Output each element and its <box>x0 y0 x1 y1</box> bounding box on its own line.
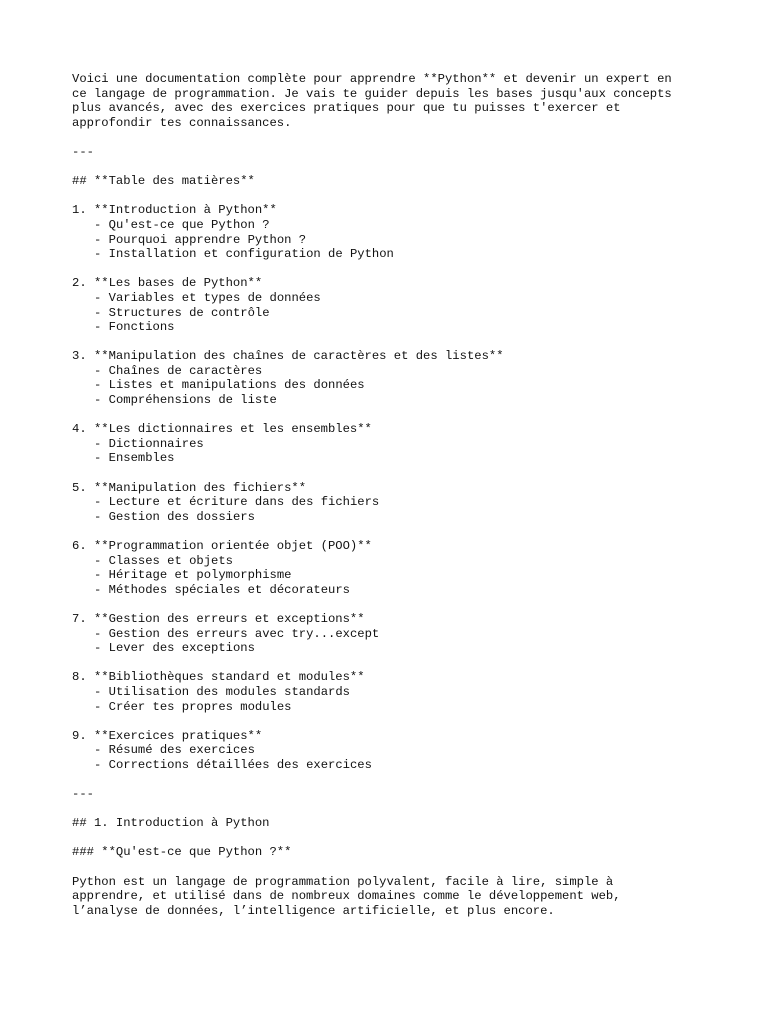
toc-item-title: 8. **Bibliothèques standard et modules** <box>72 670 365 685</box>
separator: --- <box>72 144 94 159</box>
subsection-heading: ### **Qu'est-ce que Python ?** <box>72 845 292 860</box>
separator: --- <box>72 787 94 802</box>
toc-subitem: - Gestion des dossiers <box>94 509 255 524</box>
toc-subitem: - Corrections détaillées des exercices <box>94 757 372 772</box>
toc-item-title: 3. **Manipulation des chaînes de caractères et des listes** <box>72 349 504 364</box>
body-line: Python est un langage de programmation polyvalent, facile à lire, simple à <box>72 874 614 889</box>
toc-item <box>72 729 702 773</box>
intro-line: approfondir tes connaissances. <box>72 115 292 130</box>
toc-item-title: 5. **Manipulation des fichiers** <box>72 480 307 495</box>
toc-subitem: - Structures de contrôle <box>94 305 270 320</box>
toc-subitem: - Ensembles <box>94 451 175 466</box>
toc-subitem: - Listes et manipulations des données <box>94 378 365 393</box>
toc-subitem: - Chaînes de caractères <box>94 363 263 378</box>
toc-subitem: - Variables et types de données <box>94 290 321 305</box>
toc-subitem: - Compréhensions de liste <box>94 393 277 408</box>
toc-subitem: - Utilisation des modules standards <box>94 684 350 699</box>
toc-item-title: 6. **Programmation orientée objet (POO)** <box>72 539 372 553</box>
toc-subitem: - Fonctions <box>94 320 175 335</box>
toc-item <box>72 276 702 334</box>
toc-item <box>72 612 702 656</box>
body-paragraph <box>72 875 702 919</box>
toc-subitem: - Dictionnaires <box>94 436 204 451</box>
section-heading: ## 1. Introduction à Python <box>72 816 270 831</box>
toc-item-title: 4. **Les dictionnaires et les ensembles** <box>72 422 372 437</box>
toc-subitem: - Héritage et polymorphisme <box>94 568 292 583</box>
intro-paragraph <box>72 72 702 130</box>
toc-subitem: - Classes et objets <box>94 553 233 568</box>
toc-subitem: - Méthodes spéciales et décorateurs <box>94 582 350 597</box>
intro-line: Voici une documentation complète pour apprendre **Python** et devenir un expert en <box>72 72 672 86</box>
toc-heading: ## **Table des matières** <box>72 174 255 189</box>
toc-subitem: - Créer tes propres modules <box>94 699 292 714</box>
toc-item <box>72 481 702 525</box>
toc-subitem: - Gestion des erreurs avec try...except <box>94 626 380 641</box>
body-line: l’analyse de données, l’intelligence artificielle, et plus encore. <box>72 903 555 918</box>
toc-subitem: - Résumé des exercices <box>94 743 255 758</box>
intro-line: plus avancés, avec des exercices pratiques pour que tu puisses t'exercer et <box>72 101 621 116</box>
toc-subitem: - Qu'est-ce que Python ? <box>94 217 270 232</box>
toc-subitem: - Lecture et écriture dans des fichiers <box>94 495 380 510</box>
table-of-contents <box>72 203 702 772</box>
toc-item-title: 1. **Introduction à Python** <box>72 203 277 218</box>
intro-line: ce langage de programmation. Je vais te guider depuis les bases jusqu'aux concepts <box>72 86 672 101</box>
toc-item-title: 2. **Les bases de Python** <box>72 276 263 291</box>
body-line: apprendre, et utilisé dans de nombreux domaines comme le développement web, <box>72 889 621 904</box>
toc-item-title: 7. **Gestion des erreurs et exceptions** <box>72 611 365 626</box>
toc-item <box>72 539 702 597</box>
toc-subitem: - Pourquoi apprendre Python ? <box>94 232 307 247</box>
document-page <box>72 72 702 918</box>
toc-item <box>72 203 702 261</box>
toc-item <box>72 349 702 407</box>
toc-item-title: 9. **Exercices pratiques** <box>72 728 263 743</box>
toc-subitem: - Installation et configuration de Python <box>94 247 394 262</box>
toc-item <box>72 670 702 714</box>
toc-subitem: - Lever des exceptions <box>94 641 255 656</box>
toc-item <box>72 422 702 466</box>
